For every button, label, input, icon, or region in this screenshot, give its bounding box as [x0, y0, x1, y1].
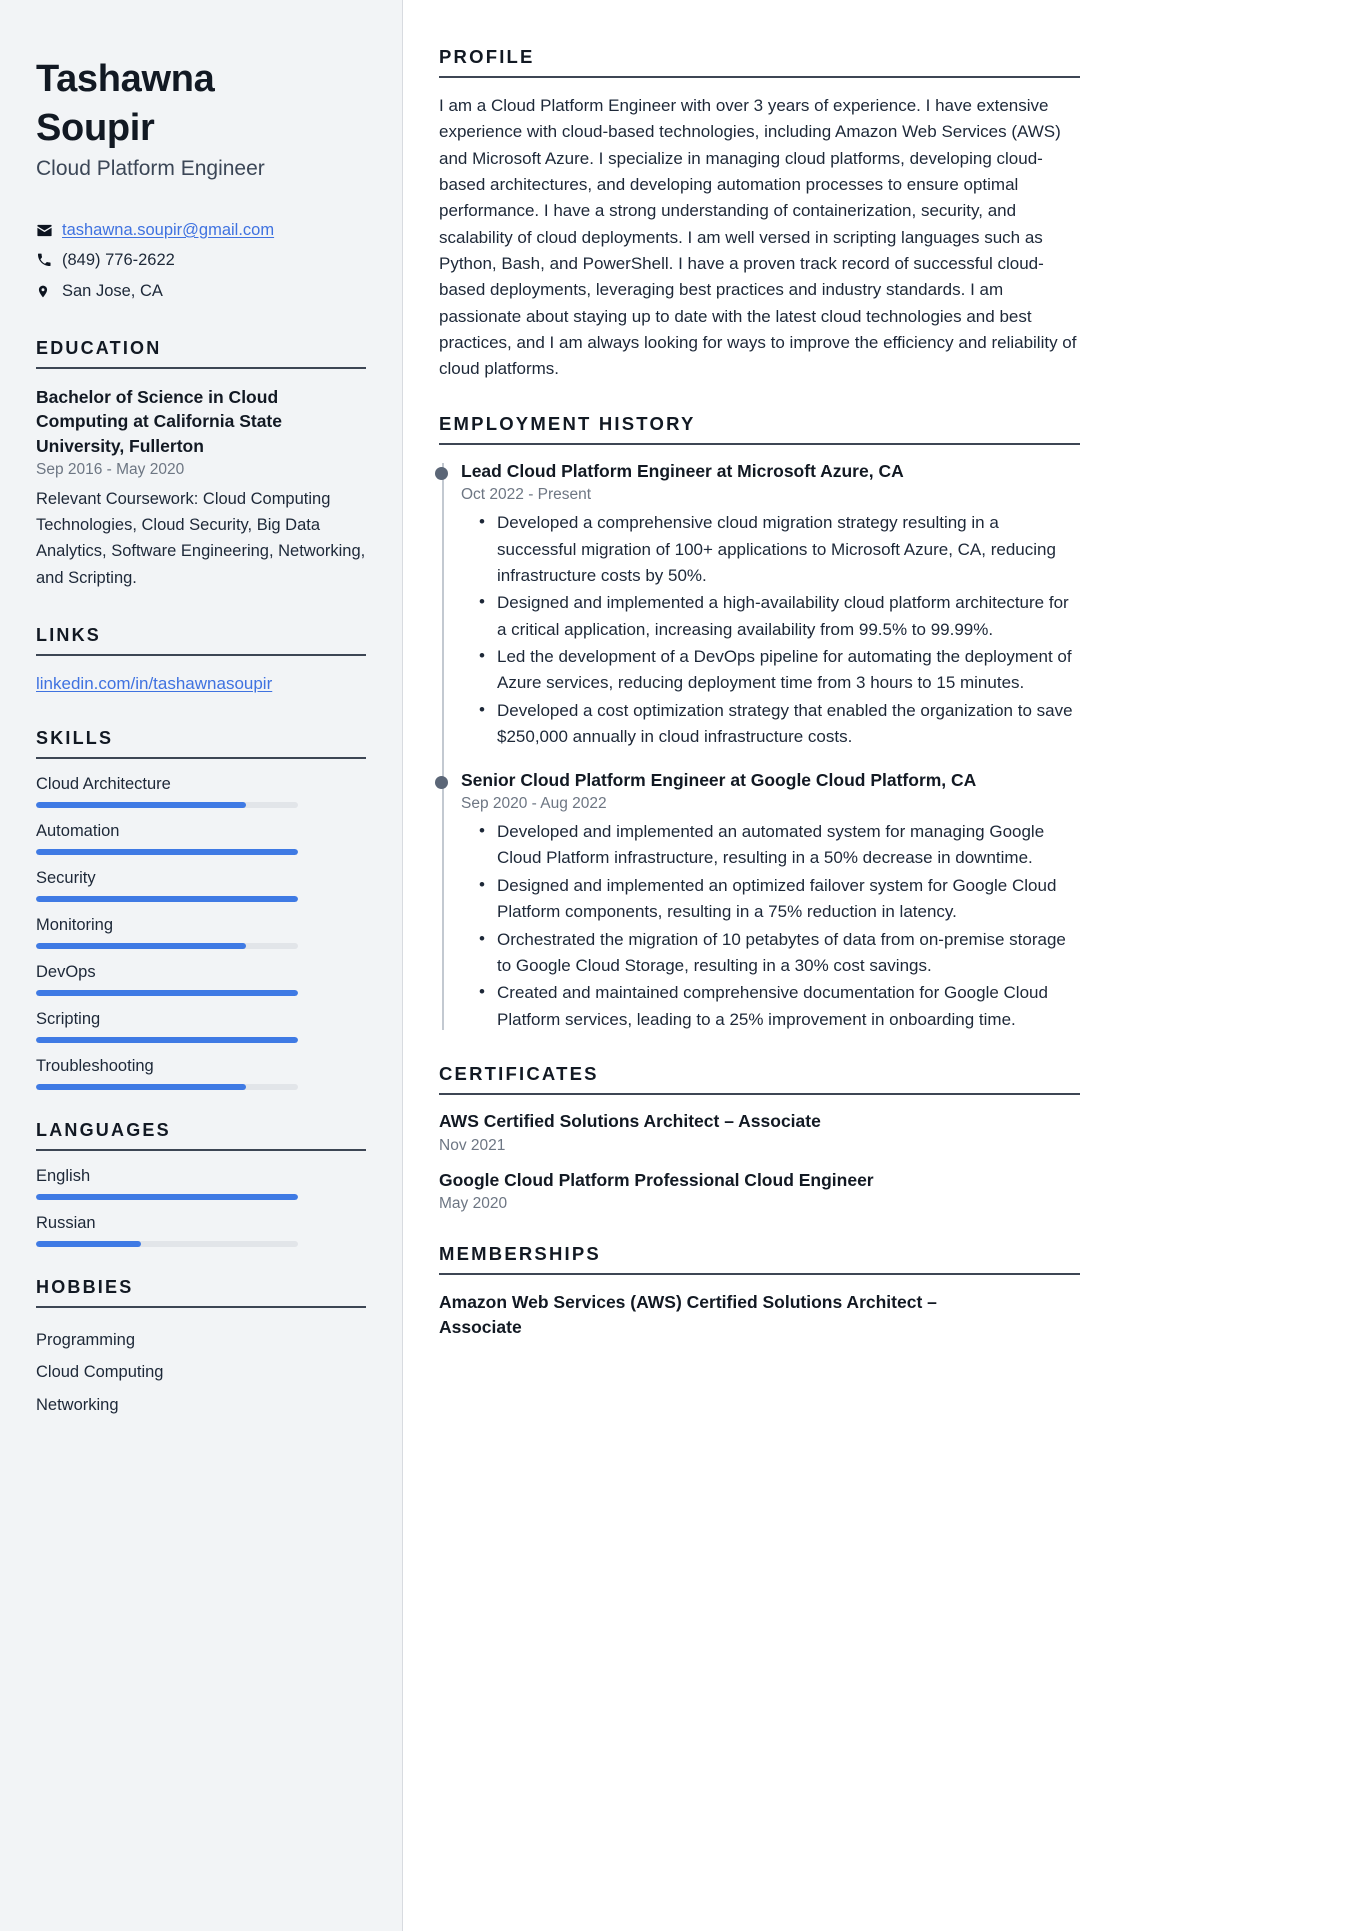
email-link[interactable]: tashawna.soupir@gmail.com — [62, 220, 275, 239]
memberships-section — [439, 1243, 1080, 1340]
language-level-fill — [36, 1241, 141, 1247]
job-bullet: • Designed and implemented a high-availability cloud platform architecture for a critical application, increasing availability from 99.5% to 99.99%. — [497, 590, 1080, 643]
job-dates: Oct 2022 - Present — [461, 486, 592, 504]
education-entry — [36, 385, 366, 591]
job-bullet-list — [461, 819, 1080, 1033]
profile-rule — [439, 76, 1080, 78]
job-bullet: • Developed and implemented an automated system for managing Google Cloud Platform infrastructure, resulting in a 50% decrease in downtime. — [497, 819, 1080, 872]
skill-level-track — [36, 802, 298, 808]
education-section — [36, 338, 366, 591]
job-entry — [461, 769, 1080, 1033]
skills-rule — [36, 757, 366, 759]
skill-level-fill — [36, 849, 298, 855]
language-level-track — [36, 1241, 298, 1247]
profile-heading: PROFILE — [439, 46, 535, 67]
contact-list — [36, 219, 366, 305]
job-bullet: • Orchestrated the migration of 10 petabytes of data from on-premise storage to Google Cloud Storage, resulting in a 30% cost savings. — [497, 927, 1080, 980]
profile-text: I am a Cloud Platform Engineer with over 3 years of experience. I have extensive experience with cloud-based technologies, including Amazon Web Services (AWS) and Microsoft Azure. I specialize in managing cloud platforms, developing cloud-based architectures, and developing automation processes to ensure optimal performance. I have a strong understanding of containerization, security, and scalability of cloud deployments. I am well versed in scripting languages such as Python, Bash, and PowerShell. I have a proven track record of successful cloud-based deployments, leveraging best practices and industry standards. I am passionate about staying up to date with the latest cloud technologies and best practices, and I am always looking for ways to improve the efficiency and reliability of cloud platforms. — [439, 96, 1077, 379]
skill-label: Troubleshooting — [36, 1057, 154, 1076]
job-role: Lead Cloud Platform Engineer at Microsoft Azure, CA — [461, 460, 904, 481]
sidebar — [0, 0, 402, 1931]
skill-label: Scripting — [36, 1010, 101, 1029]
job-bullet: • Created and maintained comprehensive documentation for Google Cloud Platform services, leading to a 25% improvement in onboarding time. — [497, 980, 1080, 1033]
link-item-linkedin[interactable]: linkedin.com/in/tashawnasoupir — [36, 674, 273, 694]
phone-value: (849) 776-2622 — [62, 251, 175, 270]
main-column — [402, 0, 1366, 1931]
education-dates: Sep 2016 - May 2020 — [36, 460, 185, 478]
profile-section — [439, 46, 1080, 383]
job-bullet: • Developed a comprehensive cloud migration strategy resulting in a successful migration of 100+ applications to Microsoft Azure, CA, reducing infrastructure costs by 50%. — [497, 510, 1080, 589]
skill-label: DevOps — [36, 963, 96, 982]
skill-row — [36, 869, 366, 902]
job-bullet: • Developed a cost optimization strategy that enabled the organization to save $250,000 annually in cloud infrastructure costs. — [497, 698, 1080, 751]
job-dates: Sep 2020 - Aug 2022 — [461, 795, 607, 813]
memberships-rule — [439, 1273, 1080, 1275]
languages-section — [36, 1120, 366, 1247]
language-row — [36, 1214, 366, 1247]
skill-level-fill — [36, 802, 246, 808]
hobbies-rule — [36, 1306, 366, 1308]
certificates-rule — [439, 1093, 1080, 1095]
skill-label: Monitoring — [36, 916, 114, 935]
skill-level-track — [36, 990, 298, 996]
skill-row — [36, 963, 366, 996]
education-degree: Bachelor of Science in Cloud Computing at California State University, Fullerton — [36, 387, 282, 456]
links-section — [36, 625, 366, 694]
timeline-dot-icon — [435, 467, 448, 480]
skill-label: Cloud Architecture — [36, 775, 171, 794]
skill-level-fill — [36, 990, 298, 996]
skills-heading: SKILLS — [36, 728, 114, 749]
job-bullet: • Led the development of a DevOps pipeline for automating the deployment of Azure services, reducing deployment time from 3 hours to 15 minutes. — [497, 644, 1080, 697]
hobby-item: Cloud Computing — [36, 1363, 164, 1382]
skill-row — [36, 1010, 366, 1043]
language-level-fill — [36, 1194, 298, 1200]
skill-label: Security — [36, 869, 96, 888]
skills-section — [36, 728, 366, 1090]
skill-level-fill — [36, 1037, 298, 1043]
skill-row — [36, 1057, 366, 1090]
certificate-name: AWS Certified Solutions Architect – Associate — [439, 1110, 821, 1131]
timeline-line — [442, 463, 444, 1030]
page-title: Tashawna Soupir — [36, 58, 215, 149]
certificate-entry — [439, 1110, 1080, 1155]
employment-timeline — [439, 460, 1080, 1033]
contact-location-row — [36, 280, 366, 304]
hobby-item: Programming — [36, 1331, 136, 1350]
skill-level-fill — [36, 896, 298, 902]
skill-level-fill — [36, 943, 246, 949]
employment-rule — [439, 443, 1080, 445]
memberships-heading: MEMBERSHIPS — [439, 1243, 601, 1265]
skill-level-track — [36, 943, 298, 949]
certificate-entry — [439, 1169, 1080, 1214]
contact-email-row[interactable] — [36, 219, 366, 243]
language-label: Russian — [36, 1214, 96, 1233]
language-row — [36, 1167, 366, 1200]
certificate-name: Google Cloud Platform Professional Cloud Engineer — [439, 1169, 874, 1190]
education-heading: EDUCATION — [36, 338, 162, 359]
hobbies-section — [36, 1277, 366, 1421]
hobbies-heading: HOBBIES — [36, 1277, 134, 1298]
certificate-date: May 2020 — [439, 1195, 508, 1213]
map-pin-icon — [36, 280, 62, 300]
links-rule — [36, 654, 366, 656]
skill-level-track — [36, 1037, 298, 1043]
membership-name: Amazon Web Services (AWS) Certified Solutions Architect – Associate — [439, 1292, 937, 1337]
links-heading: LINKS — [36, 625, 101, 646]
skill-level-track — [36, 1084, 298, 1090]
job-bullet: • Designed and implemented an optimized failover system for Google Cloud Platform components, resulting in a 75% reduction in latency. — [497, 873, 1080, 926]
skill-row — [36, 822, 366, 855]
skill-row — [36, 916, 366, 949]
education-rule — [36, 367, 366, 369]
job-title-subtitle: Cloud Platform Engineer — [36, 157, 265, 181]
envelope-icon — [36, 219, 62, 239]
contact-phone-row — [36, 249, 366, 273]
certificate-date: Nov 2021 — [439, 1136, 506, 1154]
language-label: English — [36, 1167, 91, 1186]
job-bullet-list — [461, 510, 1080, 750]
job-role: Senior Cloud Platform Engineer at Google Cloud Platform, CA — [461, 769, 977, 790]
employment-heading: EMPLOYMENT HISTORY — [439, 412, 696, 434]
skill-level-track — [36, 849, 298, 855]
skill-label: Automation — [36, 822, 120, 841]
languages-rule — [36, 1149, 366, 1151]
location-value: San Jose, CA — [62, 282, 163, 301]
skill-level-track — [36, 896, 298, 902]
certificates-section — [439, 1063, 1080, 1213]
employment-section — [439, 413, 1080, 1033]
phone-icon — [36, 249, 62, 268]
language-level-track — [36, 1194, 298, 1200]
skill-level-fill — [36, 1084, 246, 1090]
certificates-heading: CERTIFICATES — [439, 1062, 599, 1084]
skill-row — [36, 775, 366, 808]
job-entry — [461, 460, 1080, 751]
languages-heading: LANGUAGES — [36, 1120, 171, 1141]
timeline-dot-icon — [435, 776, 448, 789]
education-description: Relevant Coursework: Cloud Computing Technologies, Cloud Security, Big Data Analytics, Software Engineering, Networking, and Scripting. — [36, 489, 366, 587]
hobby-item: Networking — [36, 1395, 119, 1414]
